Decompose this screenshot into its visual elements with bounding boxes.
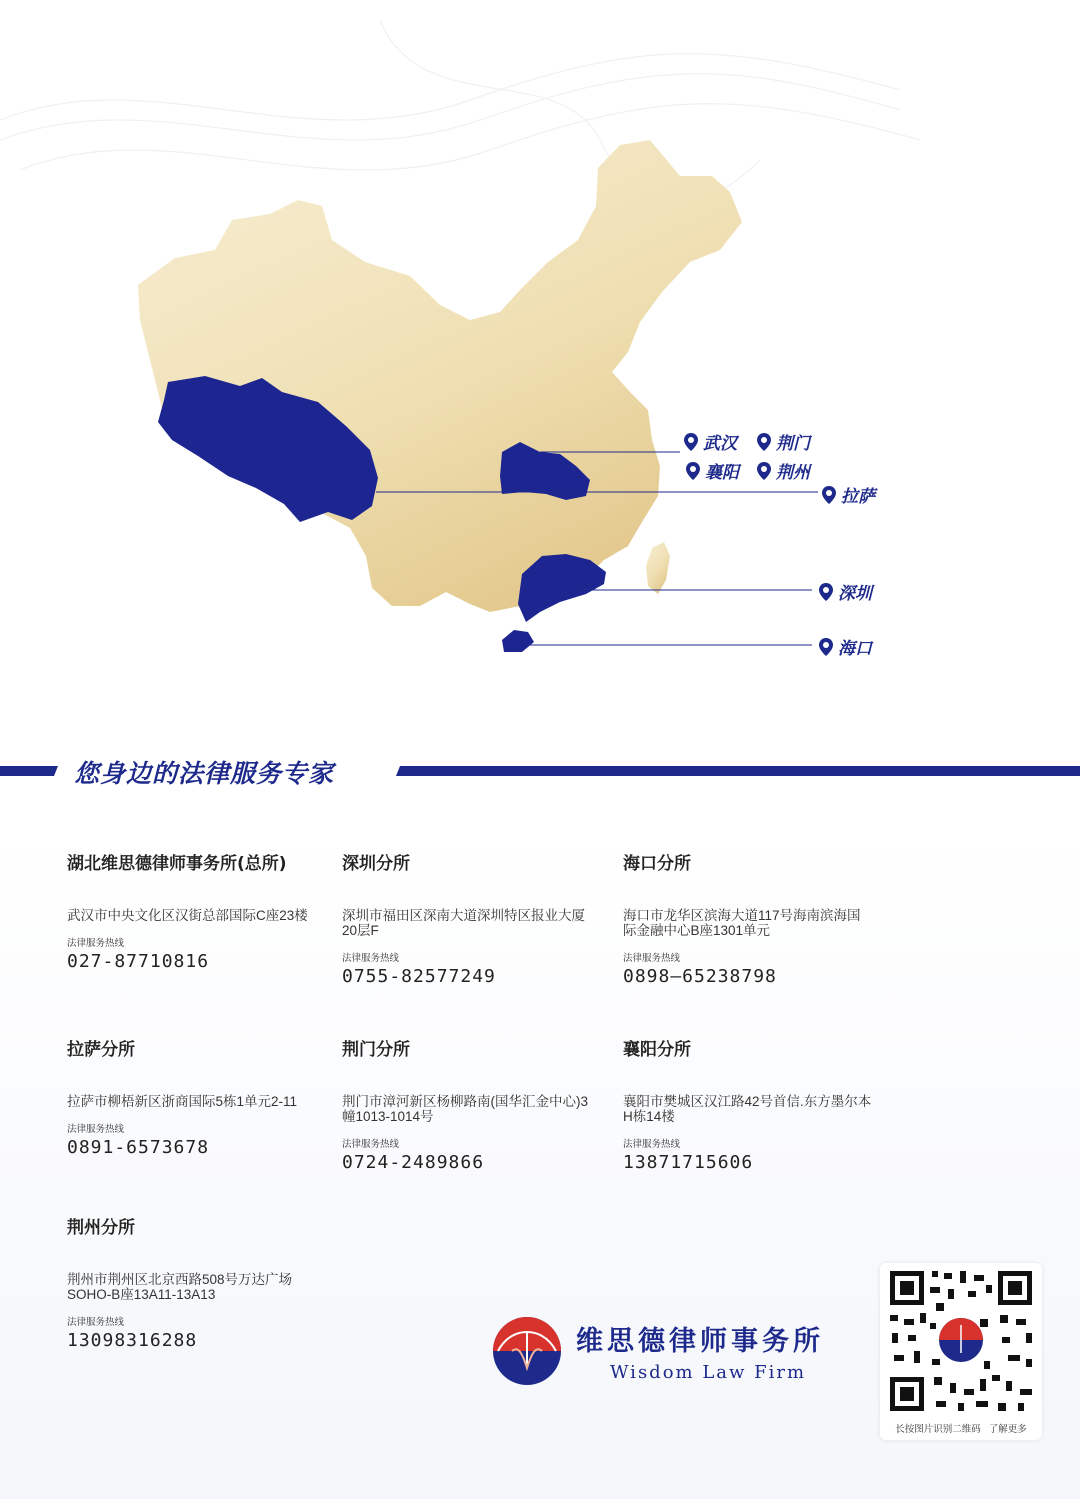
location-pin-icon <box>822 486 836 504</box>
office-name: 荆州分所 <box>67 1218 135 1238</box>
hotline-label: 法律服务热线 <box>67 1124 125 1135</box>
office-phone[interactable]: 13871715606 <box>623 1152 754 1173</box>
office-card-haikou <box>623 849 873 987</box>
office-card-wuhan <box>67 849 317 972</box>
office-phone[interactable]: 0898–65238798 <box>623 966 777 987</box>
map-pin-shenzhen <box>819 579 872 604</box>
office-name: 海口分所 <box>623 854 691 874</box>
map-pin-jingzhou <box>757 458 810 483</box>
office-name: 襄阳分所 <box>623 1040 691 1060</box>
pin-label: 荆门 <box>776 434 810 454</box>
location-pin-icon <box>757 433 771 451</box>
map-pin-jingmen <box>757 429 810 454</box>
hotline-label: 法律服务热线 <box>342 953 400 964</box>
office-address: 深圳市福田区深南大道深圳特区报业大厦20层F <box>342 908 585 938</box>
hotline-label: 法律服务热线 <box>67 1317 125 1328</box>
pin-label: 荆州 <box>776 463 810 483</box>
qr-code-icon[interactable] <box>880 1263 1042 1419</box>
location-pin-icon <box>686 462 700 480</box>
office-address: 襄阳市樊城区汉江路42号首信.东方墨尔本H栋14楼 <box>623 1094 872 1124</box>
office-card-jingmen <box>342 1035 592 1173</box>
slogan-heading: 您身边的法律服务专家 <box>66 754 342 790</box>
china-mainland-shape <box>138 140 742 612</box>
china-map <box>0 0 1080 700</box>
firm-emblem-icon <box>492 1316 562 1386</box>
office-phone[interactable]: 0755-82577249 <box>342 966 496 987</box>
map-pin-lhasa <box>822 482 875 507</box>
pin-label: 襄阳 <box>705 463 739 483</box>
location-pin-icon <box>684 433 698 451</box>
hotline-label: 法律服务热线 <box>67 938 125 949</box>
pin-label: 拉萨 <box>841 487 875 507</box>
office-card-jingzhou <box>67 1213 317 1351</box>
firm-logo <box>492 1316 824 1386</box>
office-phone[interactable]: 027-87710816 <box>67 951 210 972</box>
firm-name-cn: 维思德律师事务所 <box>576 1326 824 1357</box>
location-pin-icon <box>819 583 833 601</box>
map-pin-wuhan <box>684 429 737 454</box>
office-card-xiangyang <box>623 1035 873 1173</box>
office-address: 武汉市中央文化区汉街总部国际C座23楼 <box>67 908 308 923</box>
office-card-lhasa <box>67 1035 317 1158</box>
office-name: 拉萨分所 <box>67 1040 135 1060</box>
office-address: 拉萨市柳梧新区浙商国际5栋1单元2-11 <box>67 1094 298 1109</box>
office-name: 湖北维思德律师事务所(总所) <box>67 854 287 874</box>
china-map-section <box>0 0 1080 700</box>
qr-caption: 长按图片识别二维码 了解更多 <box>895 1424 1027 1435</box>
office-name: 荆门分所 <box>342 1040 410 1060</box>
office-phone[interactable]: 0891-6573678 <box>67 1137 210 1158</box>
firm-name-en: Wisdom Law Firm <box>610 1362 807 1383</box>
hotline-label: 法律服务热线 <box>623 1139 681 1150</box>
qr-code-card[interactable] <box>880 1263 1042 1440</box>
office-name: 深圳分所 <box>342 854 410 874</box>
pin-label: 海口 <box>838 639 872 659</box>
location-pin-icon <box>757 462 771 480</box>
pin-label: 武汉 <box>703 434 737 454</box>
contour-lines <box>0 20 920 203</box>
office-phone[interactable]: 13098316288 <box>67 1330 198 1351</box>
pin-label: 深圳 <box>838 584 872 604</box>
location-pin-icon <box>819 638 833 656</box>
office-phone[interactable]: 0724-2489866 <box>342 1152 485 1173</box>
office-card-shenzhen <box>342 849 592 987</box>
office-address: 荆州市荆州区北京西路508号万达广场SOHO-B座13A11-13A13 <box>67 1272 293 1302</box>
office-address: 荆门市漳河新区杨柳路南(国华汇金中心)3幢1013-1014号 <box>342 1094 588 1124</box>
map-pin-haikou <box>819 634 872 659</box>
hainan-region <box>502 630 534 652</box>
office-address: 海口市龙华区滨海大道117号海南滨海国际金融中心B座1301单元 <box>623 908 861 938</box>
hotline-label: 法律服务热线 <box>623 953 681 964</box>
hotline-label: 法律服务热线 <box>342 1139 400 1150</box>
map-pin-xiangyang <box>686 458 739 483</box>
taiwan-shape <box>646 542 670 594</box>
